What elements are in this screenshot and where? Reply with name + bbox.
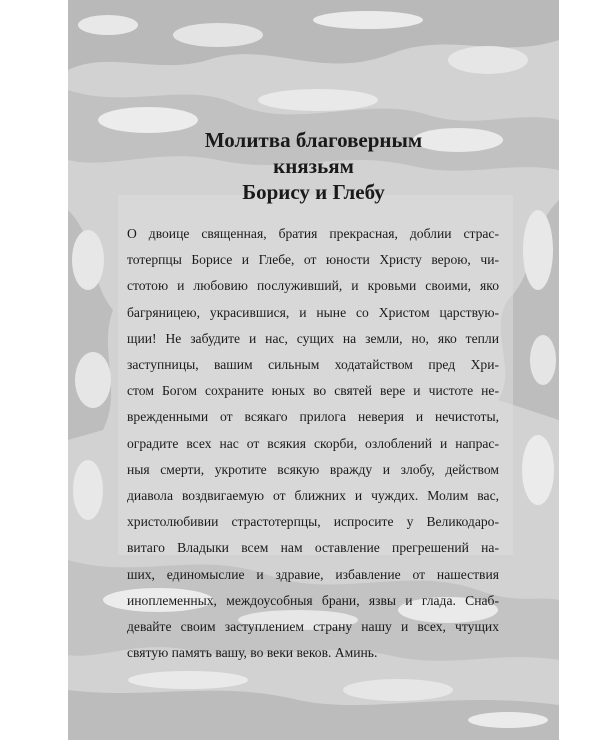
- prayer-line: ныя смерти, укротите всякую вражду и злобу, действом: [127, 461, 499, 477]
- title-line-3: Борису и Глебу: [242, 180, 385, 204]
- prayer-line: девайте своим заступлением страну нашу и всех, чтущих: [127, 619, 499, 635]
- prayer-line: щии! Не забудите и нас, сущих на земли, но, яко тепли: [127, 330, 499, 346]
- prayer-line: стотою и любовию послуживший, и кровьми своими, яко: [127, 278, 499, 294]
- prayer-line: заступницы, вашим сильным ходатайством пред Хри-: [127, 357, 499, 373]
- prayer-line: стом Богом сохраните юных во святей вере и чистоте не-: [127, 383, 499, 399]
- prayer-line: О двоице священная, братия прекрасная, доблии страс-: [127, 226, 499, 241]
- prayer-line: багряницею, украсившися, и ныне со Христом царствую-: [127, 304, 499, 320]
- prayer-line: врежденными от всякаго прилога неверия и нечистоты,: [127, 409, 499, 425]
- title-line-1: Молитва благоверным: [204, 128, 423, 152]
- prayer-line: тотерпцы Борисе и Глебе, от юности Христу верою, чи-: [127, 252, 499, 268]
- prayer-line: оградите всех нас от всякия скорби, озлоблений и напрас-: [127, 435, 499, 451]
- prayer-title: [68, 127, 559, 205]
- prayer-text: [127, 221, 499, 666]
- prayer-line: витаго Владыки всем нам оставление прегрешений на-: [127, 540, 499, 556]
- prayer-line: диавола воздвигаемую от ближних и чуждих. Молим вас,: [127, 488, 499, 504]
- prayer-line: ших, единомыслие и здравие, избавление от нашествия: [127, 566, 499, 582]
- prayer-line: христолюбивии страстотерпцы, испросите у Великодаро-: [127, 514, 499, 530]
- prayer-line: иноплеменных, междоусобныя брани, язвы и глада. Снаб-: [127, 592, 499, 608]
- title-line-2: князьям: [273, 154, 354, 178]
- prayer-line: святую память вашу, во веки веков. Аминь.: [127, 645, 378, 661]
